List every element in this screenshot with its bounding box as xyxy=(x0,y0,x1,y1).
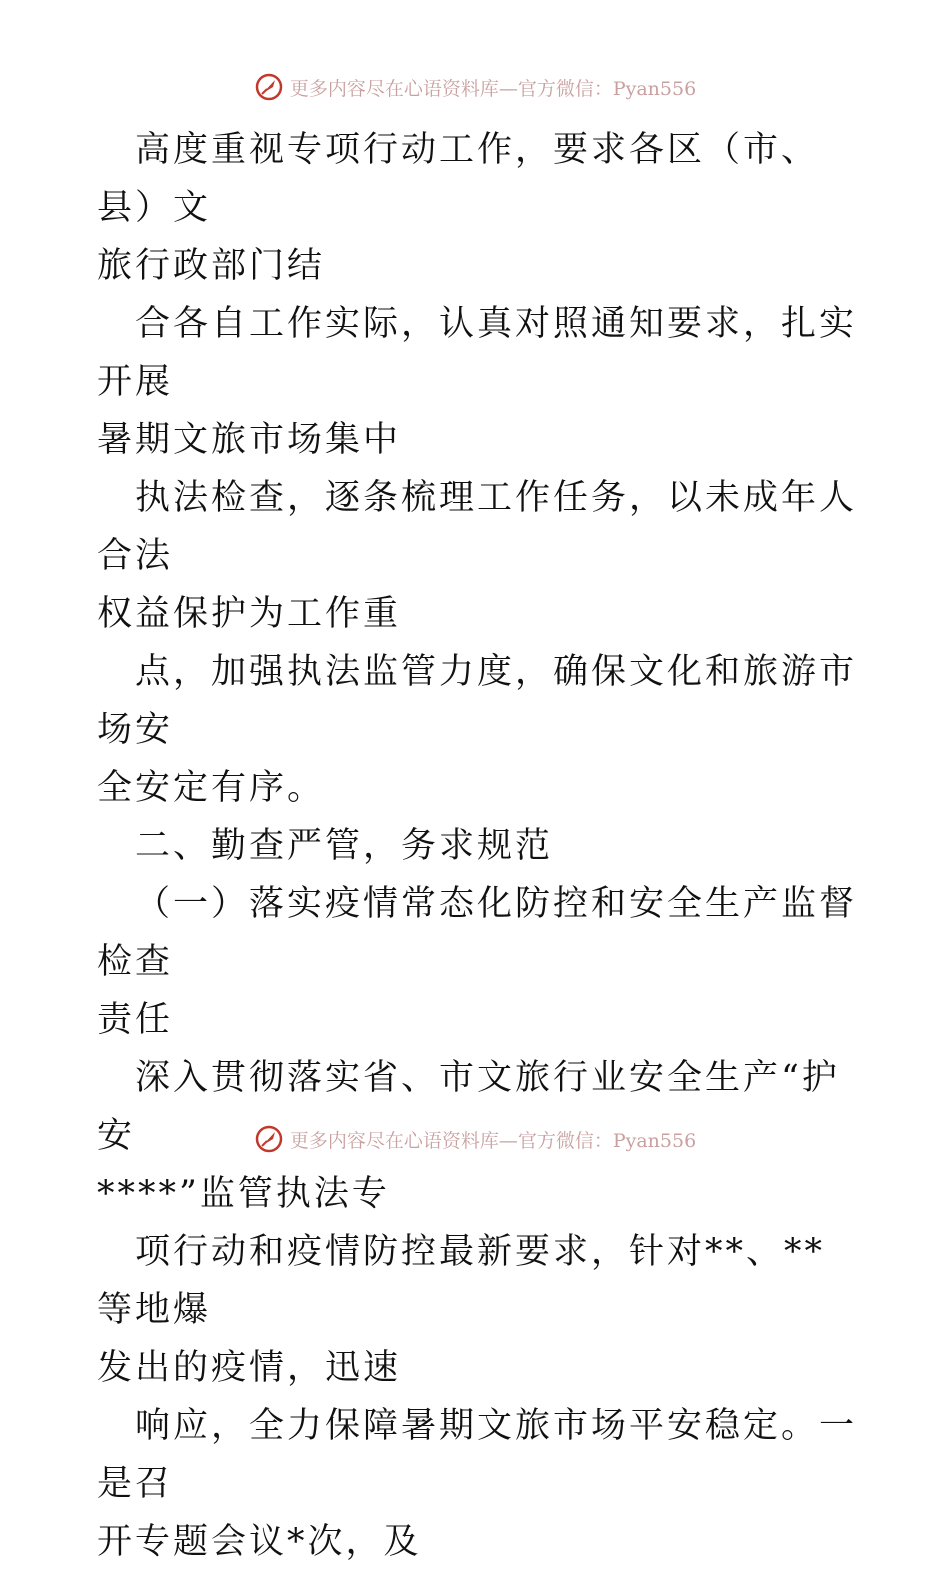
quill-logo-icon xyxy=(254,72,284,102)
header-banner-title: 更多内容尽在心语资料库 xyxy=(289,77,499,100)
paragraph-2 xyxy=(97,295,857,469)
paragraph-1-line-2: 旅行政部门结 xyxy=(97,246,326,286)
page-header-banner xyxy=(0,72,950,102)
subsection-heading-1 xyxy=(97,875,857,1049)
paragraph-1-line-1: 高度重视专项行动工作，要求各区（市、县）文 xyxy=(97,130,820,228)
paragraph-6-line-2: 发出的疫情，迅速 xyxy=(97,1348,402,1388)
subsection-heading-1-line-2: 责任 xyxy=(97,1000,174,1040)
paragraph-7-line-2: 开专题会议*次，及 xyxy=(97,1522,422,1562)
footer-banner-text xyxy=(290,1126,696,1153)
footer-separator: — xyxy=(498,1129,518,1152)
paragraph-4-line-2: 全安定有序。 xyxy=(97,768,326,808)
paragraph-7 xyxy=(97,1397,857,1571)
footer-wechat: 官方微信：Pyan556 xyxy=(517,1129,697,1152)
paragraph-3-line-2: 权益保护为工作重 xyxy=(97,594,402,634)
paragraph-6 xyxy=(97,1223,857,1397)
paragraph-4-line-1: 点，加强执法监管力度，确保文化和旅游市场安 xyxy=(97,652,858,750)
footer-banner-title: 更多内容尽在心语资料库 xyxy=(289,1129,499,1152)
paragraph-3-line-1: 执法检查，逐条梳理工作任务，以未成年人合法 xyxy=(97,478,858,576)
quill-logo-icon xyxy=(254,1124,284,1154)
paragraph-6-line-1: 项行动和疫情防控最新要求，针对**、**等地爆 xyxy=(97,1232,826,1330)
header-wechat: 官方微信：Pyan556 xyxy=(517,77,697,100)
header-separator: — xyxy=(498,77,518,100)
section-heading-2: 二、勤查严管，务求规范 xyxy=(135,826,554,866)
paragraph-2-line-1: 合各自工作实际，认真对照通知要求，扎实开展 xyxy=(97,304,858,402)
paragraph-3 xyxy=(97,469,857,643)
paragraph-2-line-2: 暑期文旅市场集中 xyxy=(97,420,402,460)
document-body xyxy=(97,121,857,1571)
paragraph-4 xyxy=(97,643,857,817)
page-footer-banner xyxy=(0,1124,950,1154)
paragraph-1 xyxy=(97,121,857,295)
header-banner-text xyxy=(290,74,696,101)
paragraph-5-line-2: ****”监管执法专 xyxy=(97,1174,390,1214)
subsection-heading-1-line-1: （一）落实疫情常态化防控和安全生产监督检查 xyxy=(97,884,858,982)
paragraph-5-line-1: 深入贯彻落实省、市文旅行业安全生产“护安 xyxy=(97,1058,840,1156)
paragraph-7-line-1: 响应，全力保障暑期文旅市场平安稳定。一是召 xyxy=(97,1406,858,1504)
